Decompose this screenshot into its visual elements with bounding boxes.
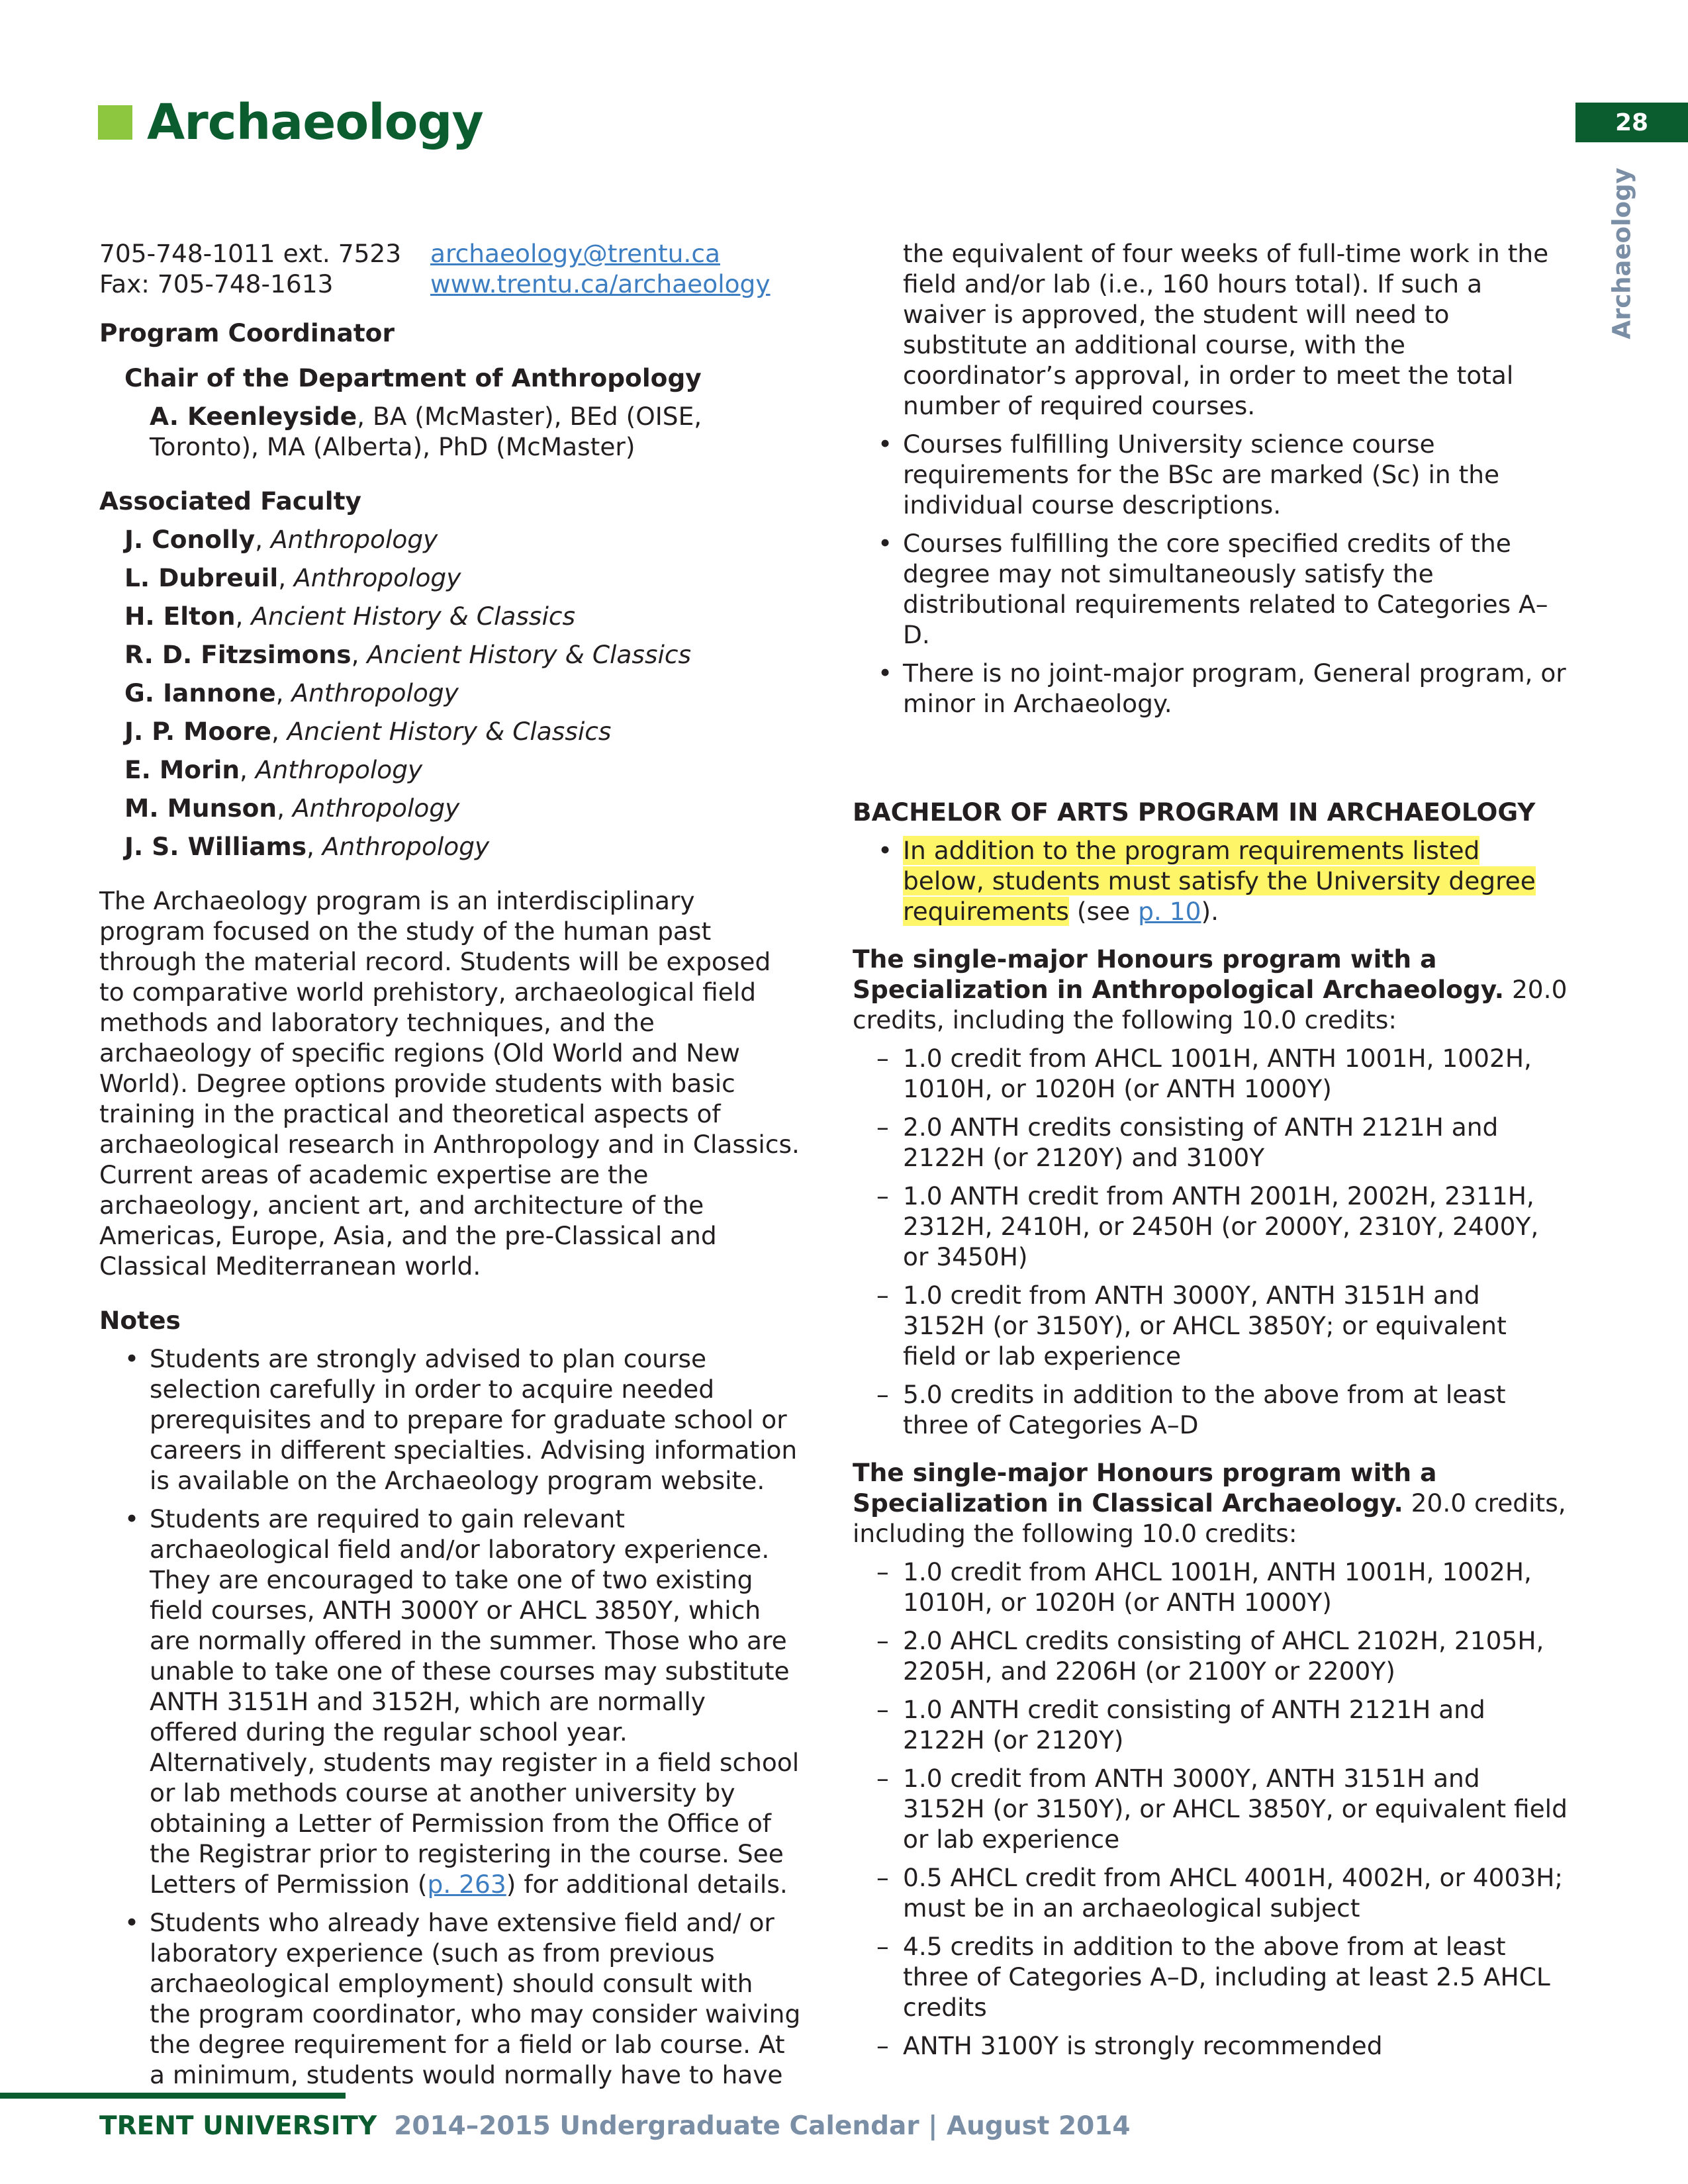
faculty-member: J. Conolly, Anthropology — [124, 525, 438, 554]
dash-icon: – — [876, 1557, 889, 1586]
faculty-member: L. Dubreuil, Anthropology — [124, 563, 461, 592]
note-text: Students are strongly advised to plan course selection carefully in order to acquire needed prerequisites and to prepare for graduate school or careers in different specialties. Advising information is available on the Archaeology program website. — [150, 1344, 798, 1495]
footer-rule — [0, 2093, 346, 2099]
requirement-text: 2.0 ANTH credits consisting of ANTH 2121H and 2122H (or 2120Y) and 3100Y — [903, 1113, 1499, 1172]
program-credits: 20.0 credits, including the following 10.0 credits: — [853, 975, 1568, 1034]
faculty-dept: Anthropology — [271, 525, 438, 554]
requirement-text: ANTH 3100Y is strongly recommended — [903, 2031, 1383, 2060]
dash-icon: – — [876, 1863, 889, 1892]
faculty-dept: Ancient History & Classics — [367, 640, 692, 669]
bullet-icon: • — [878, 836, 893, 865]
note-text: Courses fulfilling the core specified credits of the degree may not simultaneously satisfy the distributional requirements related to Categories A–D. — [903, 529, 1548, 649]
program-anthropological-list — [853, 1043, 1568, 1440]
requirement-item — [853, 1112, 1568, 1173]
note-text: Students who already have extensive field and/ or laboratory experience (such as from previous archaeological employment) should consult with the program coordinator, who may consider waiving the degree requirement for a field or lab course. At a minimum, students would normally have to have — [150, 1908, 801, 2089]
letters-of-permission-link[interactable]: p. 263 — [427, 1870, 506, 1899]
requirement-text: 1.0 credit from ANTH 3000Y, ANTH 3151H and 3152H (or 3150Y), or AHCL 3850Y, or equivalent field or lab experience — [903, 1764, 1568, 1854]
requirement-item — [853, 1862, 1568, 1923]
requirement-item — [853, 1694, 1568, 1755]
note-item — [853, 528, 1568, 650]
requirement-item — [853, 1043, 1568, 1104]
note-item — [853, 658, 1568, 719]
requirement-item — [853, 1280, 1568, 1371]
contact-row-fax — [99, 269, 801, 299]
ba-requirements-list — [853, 835, 1568, 927]
coordinator-heading: Program Coordinator — [99, 318, 395, 347]
dash-icon: – — [876, 1281, 889, 1310]
dash-icon: – — [876, 1380, 889, 1409]
website-link[interactable]: www.trentu.ca/archaeology — [430, 269, 771, 298]
requirement-item — [853, 1625, 1568, 1686]
faculty-member: M. Munson, Anthropology — [124, 794, 460, 823]
side-tab-label: Archaeology — [1607, 167, 1636, 340]
fax-number: Fax: 705-748-1613 — [99, 269, 334, 298]
page-number: 28 — [1575, 103, 1688, 142]
bullet-icon: • — [878, 659, 893, 688]
closing-text: ). — [1201, 897, 1219, 926]
bullet-icon: • — [878, 529, 893, 558]
faculty-dept: Anthropology — [322, 832, 490, 861]
right-column — [853, 238, 1568, 2061]
notes-heading: Notes — [99, 1306, 181, 1335]
ba-heading: BACHELOR OF ARTS PROGRAM IN ARCHAEOLOGY — [853, 797, 1536, 827]
faculty-name: M. Munson — [124, 794, 277, 823]
bullet-icon: • — [124, 1908, 140, 1937]
notes-list — [99, 1343, 801, 2090]
faculty-member: G. Iannone, Anthropology — [124, 678, 459, 707]
requirement-text: 0.5 AHCL credit from AHCL 4001H, 4002H, or 4003H; must be in an archaeological subject — [903, 1863, 1564, 1923]
program-credits: 20.0 credits, including the following 10.0 credits: — [853, 1488, 1566, 1548]
note-text: There is no joint-major program, General program, or minor in Archaeology. — [903, 659, 1566, 718]
requirement-item — [853, 2030, 1568, 2061]
faculty-name: R. D. Fitzsimons — [124, 640, 352, 669]
page-title: Archaeology — [147, 94, 483, 151]
program-intro — [99, 886, 801, 1281]
requirement-text: 1.0 credit from ANTH 3000Y, ANTH 3151H and 3152H (or 3150Y), or AHCL 3850Y; or equivalent field or lab experience — [903, 1281, 1507, 1371]
faculty-name: J. P. Moore — [124, 717, 271, 746]
requirement-text: 4.5 credits in addition to the above from at least three of Categories A–D, including at least 2.5 AHCL credits — [903, 1932, 1550, 2022]
program-classical — [853, 1457, 1568, 1549]
dash-icon: – — [876, 2031, 889, 2060]
contact-row-phone — [99, 238, 801, 269]
program-classical-list — [853, 1557, 1568, 2061]
email-link[interactable]: archaeology@trentu.ca — [430, 239, 720, 268]
requirement-item — [853, 1557, 1568, 1617]
see-text: (see — [1068, 897, 1139, 926]
requirement-text: 5.0 credits in addition to the above from at least three of Categories A–D — [903, 1380, 1506, 1439]
dash-icon: – — [876, 1044, 889, 1073]
faculty-member: J. S. Williams, Anthropology — [124, 832, 490, 861]
faculty-dept: Ancient History & Classics — [287, 717, 612, 746]
faculty-name: L. Dubreuil — [124, 563, 279, 592]
program-anthropological — [853, 944, 1568, 1035]
notes-list-continued — [853, 429, 1568, 719]
faculty-dept: Anthropology — [294, 563, 461, 592]
ba-requirement-item — [853, 835, 1568, 927]
dash-icon: – — [876, 1113, 889, 1142]
faculty-dept: Ancient History & Classics — [251, 602, 576, 631]
requirement-item — [853, 1379, 1568, 1440]
requirement-text: 2.0 AHCL credits consisting of AHCL 2102H, 2105H, 2205H, and 2206H (or 2100Y or 2200Y) — [903, 1626, 1544, 1686]
program-title: The single-major Honours program with a Specialization in Classical Archaeology. — [853, 1458, 1437, 1518]
faculty-name: J. Conolly — [124, 525, 256, 554]
faculty-member: R. D. Fitzsimons, Ancient History & Classics — [124, 640, 692, 669]
requirement-text: 1.0 ANTH credit from ANTH 2001H, 2002H, 2311H, 2312H, 2410H, or 2450H (or 2000Y, 2310Y, 2400Y, or 3450H) — [903, 1181, 1539, 1271]
bullet-icon: • — [124, 1504, 140, 1533]
note-item — [99, 1907, 801, 2090]
note-text: Students are required to gain relevant archaeological field and/or laboratory experience. They are encouraged to take one of two existing field courses, ANTH 3000Y or AHCL 3850Y, which are normally offered in the summer. Those who are unable to take one of these courses may substitute ANTH 3151H and 3152H, which are normally offered during the regular school year. Alternatively, students may register in a field school or lab methods course at another university by obtaining a Letter of Permission from the Office of the Registrar prior to registering in the course. See Letters of Permission ( — [150, 1504, 800, 1899]
faculty-name: G. Iannone — [124, 678, 276, 707]
title-square-icon — [98, 105, 132, 140]
bullet-icon: • — [124, 1344, 140, 1373]
faculty-member: J. P. Moore, Ancient History & Classics — [124, 717, 612, 746]
note-item — [99, 1504, 801, 1899]
requirement-text: 1.0 ANTH credit consisting of ANTH 2121H and 2122H (or 2120Y) — [903, 1695, 1485, 1754]
requirement-text: 1.0 credit from AHCL 1001H, ANTH 1001H, 1002H, 1010H, or 1020H (or ANTH 1000Y) — [903, 1044, 1532, 1103]
note-text: Courses fulfilling University science course requirements for the BSc are marked (Sc) in the individual course descriptions. — [903, 430, 1500, 520]
footer-calendar: 2014–2015 Undergraduate Calendar | August 2014 — [394, 2111, 1131, 2141]
coordinator-name: A. Keenleyside — [150, 402, 357, 431]
page-header — [98, 93, 483, 152]
faculty-dept: Anthropology — [255, 755, 423, 784]
note-item — [853, 429, 1568, 520]
dash-icon: – — [876, 1695, 889, 1724]
program-title: The single-major Honours program with a Specialization in Anthropological Archaeology. — [853, 944, 1505, 1004]
dash-icon: – — [876, 1932, 889, 1961]
dash-icon: – — [876, 1764, 889, 1793]
dash-icon: – — [876, 1181, 889, 1210]
footer-university: TRENT UNIVERSITY — [99, 2111, 377, 2141]
requirement-text: 1.0 credit from AHCL 1001H, ANTH 1001H, 1002H, 1010H, or 1020H (or ANTH 1000Y) — [903, 1557, 1532, 1617]
dash-icon: – — [876, 1626, 889, 1655]
note-continuation: the equivalent of four weeks of full-time work in the field and/or lab (i.e., 160 hours total). If such a waiver is approved, the student will need to substitute an additional course, with the coordinator’s approval, in order to meet the total number of required courses. — [903, 239, 1549, 420]
faculty-member: H. Elton, Ancient History & Classics — [124, 602, 576, 631]
faculty-name: E. Morin — [124, 755, 240, 784]
coordinator-credentials: , BA (McMaster), BEd (OISE, Toronto), MA (Alberta), PhD (McMaster) — [150, 402, 702, 461]
intro-paragraph: The Archaeology program is an interdisciplinary program focused on the study of the human past through the material record. Students will be exposed to comparative world prehistory, archaeological field methods and laboratory techniques, and the archaeology of specific regions (Old World and New World). Degree options provide students with basic training in the practical and theoretical aspects of archaeological research in Anthropology and in Classics. Current areas of academic expertise are the archaeology, ancient art, and architecture of the Americas, Europe, Asia, and the pre-Classical and Classical Mediterranean world. — [99, 886, 800, 1281]
faculty-dept: Anthropology — [291, 678, 459, 707]
note-text-end: ) for additional details. — [506, 1870, 788, 1899]
faculty-member: E. Morin, Anthropology — [124, 755, 423, 784]
highlighted-text: In addition to the program requirements listed below, students must satisfy the University degree requirements — [903, 836, 1536, 926]
bullet-icon: • — [878, 430, 893, 459]
faculty-dept: Anthropology — [292, 794, 460, 823]
requirement-item — [853, 1763, 1568, 1854]
requirement-item — [853, 1931, 1568, 2023]
faculty-heading: Associated Faculty — [99, 486, 361, 516]
coordinator-role: Chair of the Department of Anthropology — [124, 363, 702, 392]
coordinator-entry — [99, 401, 801, 462]
left-column — [99, 238, 801, 2090]
faculty-list — [99, 524, 801, 862]
faculty-name: H. Elton — [124, 602, 236, 631]
phone-number: 705-748-1011 ext. 7523 — [99, 239, 402, 268]
degree-requirements-link[interactable]: p. 10 — [1138, 897, 1201, 926]
note-item — [99, 1343, 801, 1496]
faculty-name: J. S. Williams — [124, 832, 307, 861]
side-tab — [1589, 169, 1655, 338]
requirement-item — [853, 1181, 1568, 1272]
page-footer — [99, 2111, 1131, 2141]
